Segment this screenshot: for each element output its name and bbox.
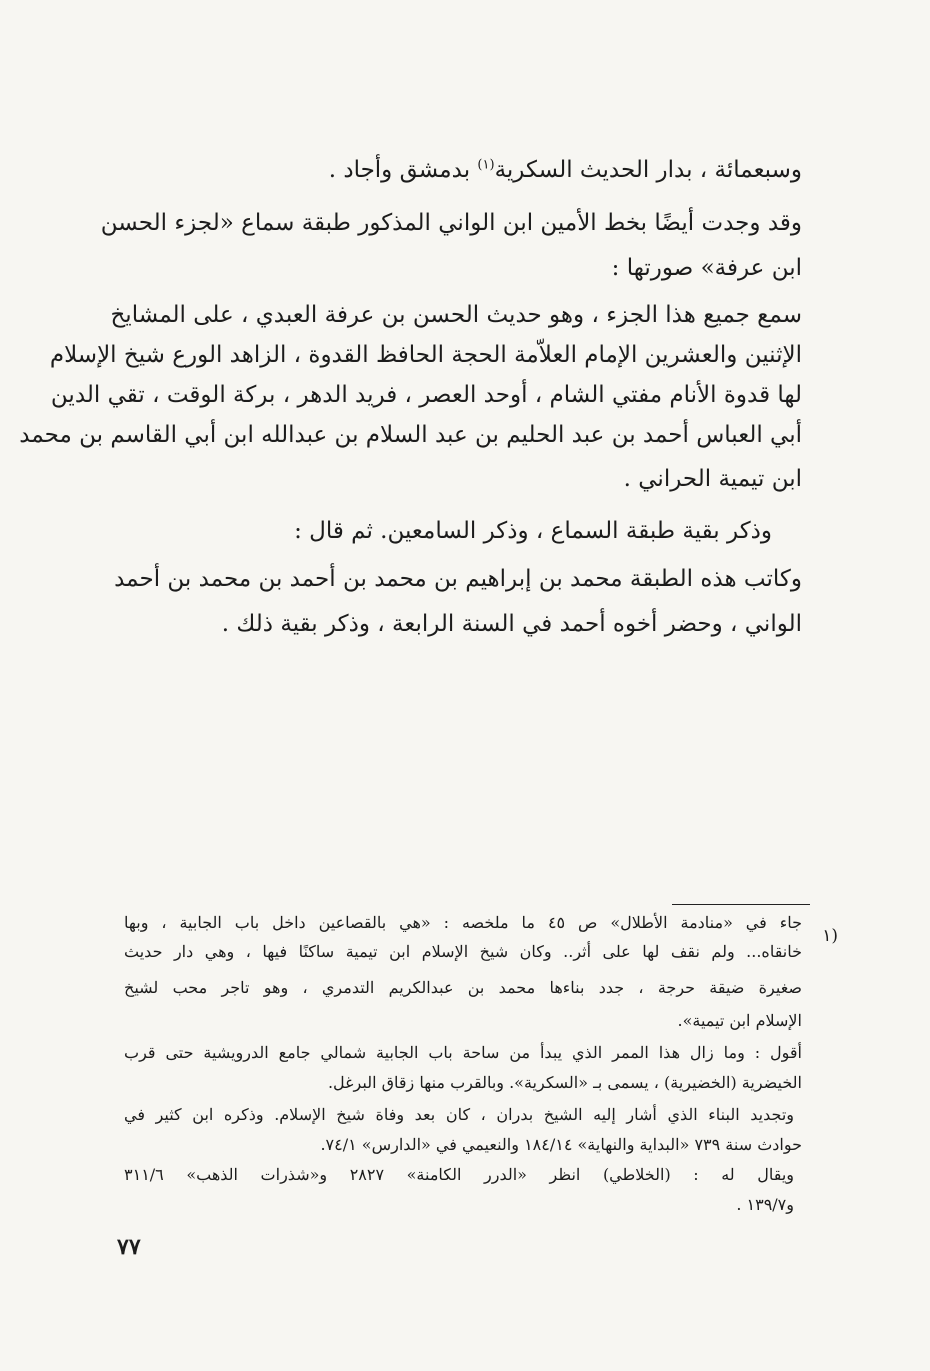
- body-line-9: وذكر بقية طبقة السماع ، وذكر السامعين. ثم قال :: [294, 518, 772, 544]
- body-line-7: أبي العباس أحمد بن عبد الحليم بن عبد السلام بن عبدالله ابن أبي القاسم بن محمد: [19, 422, 802, 448]
- footnote-line-5: أقول : وما زال هذا الممر الذي يبدأ من ساحة باب الجابية شمالي جامع الدرويشية حتى قرب: [124, 1043, 802, 1062]
- footnote-line-8: حوادث سنة ٧٣٩ «البداية والنهاية» ١٨٤/١٤ والنعيمي في «الدارس» ٧٤/١.: [320, 1135, 802, 1154]
- body-line-5: الإثنين والعشرين الإمام العلاّمة الحجة الحافظ القدوة ، الزاهد الورع شيخ الإسلام: [49, 342, 802, 368]
- body-line-1-head: وسبعمائة ، بدار الحديث السكرية: [494, 157, 802, 183]
- footnote-line-4: الإسلام ابن تيمية».: [677, 1011, 802, 1030]
- footnote-number: ١): [822, 926, 838, 946]
- body-line-4: سمع جميع هذا الجزء ، وهو حديث الحسن بن عرفة العبدي ، على المشايخ: [110, 302, 802, 328]
- footnote-line-10: و١٣٩/٧ .: [736, 1195, 794, 1214]
- footnote-separator: [672, 904, 810, 905]
- body-line-10: وكاتب هذه الطبقة محمد بن إبراهيم بن محمد بن أحمد بن محمد بن أحمد: [114, 566, 802, 592]
- body-line-1: [329, 155, 802, 185]
- body-line-2: وقد وجدت أيضًا بخط الأمين ابن الواني المذكور طبقة سماع «لجزء الحسن: [100, 210, 802, 236]
- footnote-line-6: الخيضرية (الخضيرية) ، يسمى بـ «السكرية». وبالقرب منها زقاق البرغل.: [327, 1073, 802, 1092]
- footnote-line-2: خانقاه... ولم نقف لها على أثر.. وكان شيخ الإسلام ابن تيمية ساكنًا فيها ، وهي دار حديث: [124, 942, 802, 961]
- page-number: ٧٧: [117, 1234, 141, 1260]
- body-line-8: ابن تيمية الحراني .: [623, 466, 802, 492]
- footnote-line-7: وتجديد البناء الذي أشار إليه الشيخ بدران ، كان بعد وفاة شيخ الإسلام. وذكره ابن كثير في: [124, 1105, 794, 1124]
- body-line-1-tail: بدمشق وأجاد .: [328, 157, 471, 183]
- body-line-11: الواني ، وحضر أخوه أحمد في السنة الرابعة ، وذكر بقية ذلك .: [221, 611, 802, 637]
- body-line-3: ابن عرفة» صورتها :: [611, 255, 802, 281]
- footnote-line-3: صغيرة ضيقة حرجة ، جدد بناءها محمد بن عبدالكريم التدمري ، وهو تاجر محب لشيخ: [124, 978, 802, 997]
- body-line-6: لها قدوة الأنام مفتي الشام ، أوحد العصر ، فريد الدهر ، بركة الوقت ، تقي الدين: [50, 382, 802, 408]
- footnote-line-1: جاء في «منادمة الأطلال» ص ٤٥ ما ملخصه : «هي بالقصاعين داخل باب الجابية ، وبها: [124, 913, 803, 932]
- footnote-line-9: ويقال له : (الخلاطي) انظر «الدرر الكامنة» ٢٨٢٧ و«شذرات الذهب» ٣١١/٦: [124, 1165, 795, 1184]
- footnote-reference[interactable]: (١): [477, 157, 495, 173]
